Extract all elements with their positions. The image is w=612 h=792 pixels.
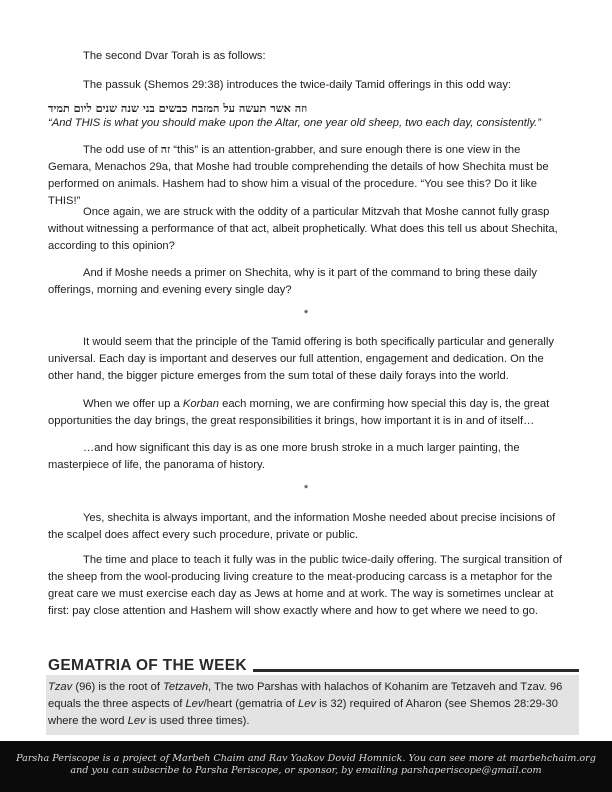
gematria-text-part: is 32) required of Aharon (see Shemos 28:29-30 where the word bbox=[48, 698, 558, 727]
paragraph-zeh bbox=[48, 141, 564, 210]
footer-line-1: Parsha Periscope is a project of Marbeh Chaim and Rav Yaakov Dovid Homnick. You can see more at marbehchaim.org bbox=[16, 753, 596, 764]
intro-paragraph: The second Dvar Torah is as follows: bbox=[83, 50, 266, 62]
paragraph-shechita-important: Yes, shechita is always important, and the information Moshe needed about precise incisions of the scalpel does affect every such procedure, private or public. bbox=[48, 512, 556, 541]
word-tetzaveh: Tetzaveh bbox=[163, 681, 209, 693]
section-separator-2: * bbox=[303, 483, 309, 495]
gematria-title-rule bbox=[253, 669, 579, 672]
gematria-section bbox=[48, 655, 579, 735]
gematria-text-part: is used three times). bbox=[145, 715, 250, 727]
paragraph-brush-stroke: …and how significant this day is as one more brush stroke in a much larger painting, the masterpiece of life, the panorama of history. bbox=[48, 442, 520, 471]
page-footer bbox=[0, 741, 612, 792]
gematria-text bbox=[46, 675, 579, 735]
paragraph-primer: And if Moshe needs a primer on Shechita, why is it part of the command to bring these daily offerings, morning and evening every single day? bbox=[48, 267, 537, 296]
paragraph-principle: It would seem that the principle of the Tamid offering is both specifically particular and generally universal. Each day is important and deserves our full attention, engagement and dedication. On the other hand, the bigger picture emerges from the sum total of these daily forays into the world. bbox=[48, 336, 554, 382]
word-lev: Lev bbox=[298, 698, 317, 710]
gematria-text-part: (96) is the root of bbox=[72, 681, 164, 693]
gematria-text-part: , The two Parshas with halachos of Kohanim are Tetzaveh and Tzav. 96 equals the three aspects of bbox=[48, 681, 563, 710]
gematria-text-part: /heart (gematria of bbox=[203, 698, 299, 710]
footer-line-2: and you can subscribe to Parsha Periscope, or sponsor, by emailing parshaperiscope@gmail.com bbox=[70, 765, 542, 776]
hebrew-word-zeh: זה bbox=[160, 143, 171, 156]
section-separator-1: * bbox=[303, 308, 309, 320]
verse-translation: “And THIS is what you should make upon the Altar, one year old sheep, two each day, consistently.” bbox=[48, 117, 541, 129]
gematria-title: GEMATRIA OF THE WEEK bbox=[48, 657, 247, 674]
gematria-header bbox=[48, 655, 579, 675]
word-tzav: Tzav bbox=[48, 681, 73, 693]
passuk-intro-paragraph: The passuk (Shemos 29:38) introduces the twice-daily Tamid offerings in this odd way: bbox=[83, 79, 512, 91]
paragraph-time-and-place: The time and place to teach it fully was in the public twice-daily offering. The surgical transition of the sheep from the wool-producing living creature to the meat-producing carcass is a metaphor for the great care we must exercise each day as Jews at home and at work. The way is sometimes unclear at first: pay close attention and Hashem will show exactly where and how to get where we need to go. bbox=[48, 554, 563, 617]
paragraph-korban-rest: each morning, we are confirming how special this day is, the great opportunities the day brings, the great responsibilities it brings, how important it is in and of itself… bbox=[48, 398, 550, 427]
paragraph-once-again: Once again, we are struck with the oddity of a particular Mitzvah that Moshe cannot fully grasp without witnessing a performance of that act, albeit prophetically. What does this tell us about Shechita, according to this opinion? bbox=[48, 206, 558, 252]
paragraph-korban-start: When we offer up a bbox=[83, 398, 183, 410]
word-lev: Lev bbox=[127, 715, 146, 727]
paragraph-zeh-start: The odd use of bbox=[83, 144, 161, 156]
word-korban: Korban bbox=[182, 398, 219, 410]
word-lev: Lev bbox=[185, 698, 204, 710]
hebrew-verse: וזה אשר תעשה על המזבח כבשים בני שנה שנים ליום תמיד bbox=[48, 101, 308, 115]
paragraph-korban bbox=[48, 396, 564, 430]
paragraph-zeh-rest: “this” is an attention-grabber, and sure enough there is one view in the Gemara, Menachos 29a, that Moshe had trouble comprehending the details of how Shechita must be performed on animals. Hashem had to show him a visual of the procedure. “You see this? Do it like THIS!” bbox=[48, 144, 549, 207]
